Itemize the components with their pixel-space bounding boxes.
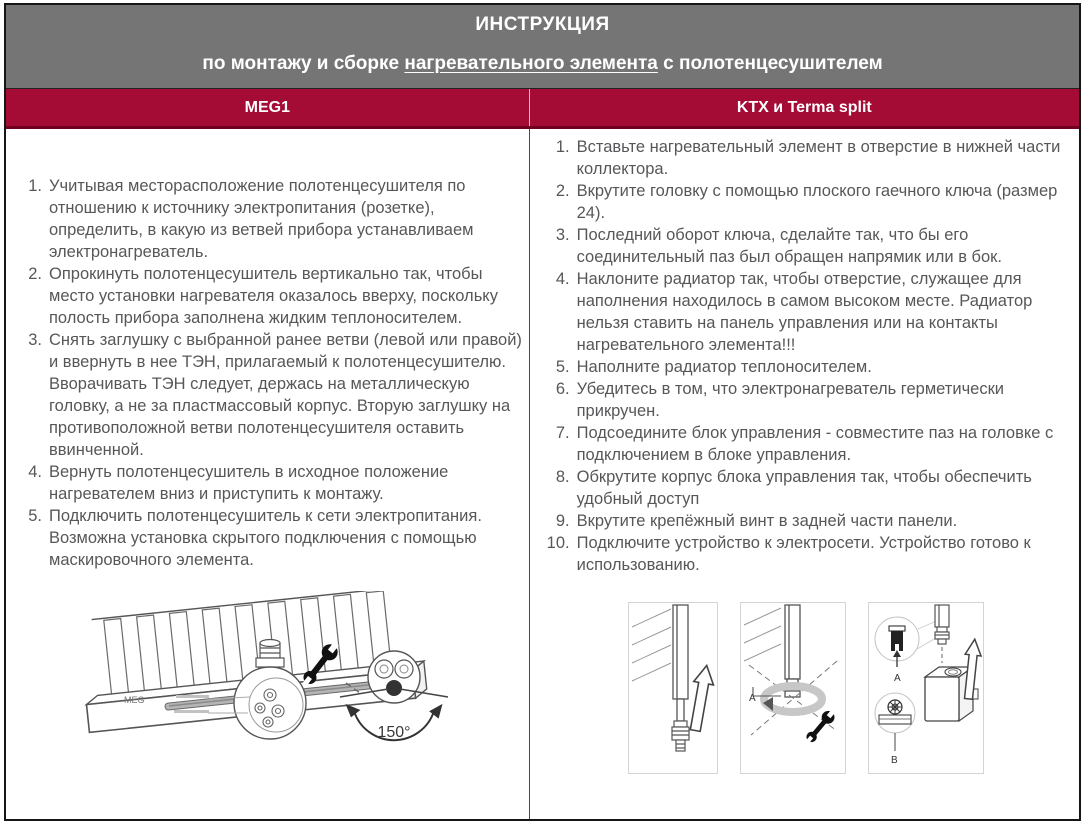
item-text: Наклоните радиатор так, чтобы отверстие, служащее для наполнения находилось в самом высоком месте. Радиатор нельзя ставить на панель управления или на контакты нагревательного элемента!!! [576, 270, 1033, 354]
item-text: Убедитесь в том, что электронагреватель герметически прикручен. [576, 380, 1005, 420]
item-number: 7. [555, 424, 570, 442]
instruction-sheet [4, 3, 1081, 821]
meg-diagram-svg [64, 591, 474, 773]
column-header-ktx: KTX и Terma split [736, 99, 872, 116]
item-text: Подключите устройство к электросети. Устройство готово к использованию. [576, 534, 1031, 574]
list-item [542, 224, 1071, 268]
item-text: Подключить полотенцесушитель к сети электропитания. Возможна установка скрытого подключения с помощью маскировочного элемента. [49, 507, 482, 569]
radiator-label: MEG [124, 695, 145, 705]
item-text: Вкрутите крепёжный винт в задней части панели. [576, 512, 958, 530]
tiny-label-placeholder [174, 710, 209, 713]
column-header-row [6, 89, 1079, 129]
list-item [14, 175, 525, 263]
item-text: Вернуть полотенцесушитель в исходное положение нагревателем вниз и приступить к монтажу. [49, 463, 449, 503]
step-diagram-tighten-head [740, 602, 846, 774]
list-item [14, 263, 525, 329]
rotation-angle-label: 150° [377, 724, 411, 741]
item-text: Вставьте нагревательный элемент в отверстие в нижней части коллектора. [576, 138, 1061, 178]
title-band [6, 5, 1079, 89]
table-body [6, 129, 1079, 819]
ktx-step-diagrams [542, 602, 1071, 774]
subtitle-prefix: по монтажу и сборке [202, 53, 405, 74]
item-number: 3. [28, 331, 42, 349]
list-item [542, 378, 1071, 422]
item-text: Опрокинуть полотенцесушитель вертикально так, чтобы место установки нагревателя оказалось вверху, поскольку полость прибора заполнена жидким теплоносителем. [49, 265, 498, 327]
arrow-up-icon [686, 664, 717, 732]
subtitle-suffix: с полотенцесушителем [657, 53, 883, 74]
item-number: 5. [555, 358, 570, 376]
item-number: 10. [546, 534, 570, 552]
item-number: 2. [28, 265, 42, 283]
list-item [542, 136, 1071, 180]
item-number: 6. [555, 380, 570, 398]
list-item [542, 180, 1071, 224]
list-item [14, 461, 525, 505]
item-number: 1. [28, 177, 42, 195]
item-number: 5. [28, 507, 42, 525]
item-number: 8. [555, 468, 570, 486]
item-text: Снять заглушку с выбранной ранее ветви (левой или правой) и ввернуть в нее ТЭН, прилагаемый к полотенцесушителю. Вворачивать ТЭН следует, держась на металлическую головку, а не за пластмассовый корпус. Вторую заглушку на противоположной ветви полотенцесушителя оставить ввинченной. [49, 331, 522, 459]
list-item [542, 356, 1071, 378]
column-meg1 [6, 129, 530, 819]
page-title: ИНСТРУКЦИЯ [475, 14, 610, 35]
list-item [542, 532, 1071, 576]
list-item [542, 510, 1071, 532]
list-item [542, 422, 1071, 466]
page-subtitle [6, 53, 1079, 75]
column-ktx [530, 129, 1079, 819]
meg-assembly-diagram [14, 591, 525, 773]
item-number: 4. [28, 463, 42, 481]
step-diagram-attach-control-unit [868, 602, 984, 774]
item-text: Наполните радиатор теплоносителем. [576, 358, 872, 376]
list-item [14, 329, 525, 461]
tiny-label-placeholder [176, 695, 209, 698]
step-diagram-insert-element [628, 602, 718, 774]
item-number: 9. [555, 512, 570, 530]
item-number: 3. [555, 226, 570, 244]
item-number: 2. [555, 182, 570, 200]
detail-a-label: A [894, 673, 901, 684]
list-item [542, 466, 1071, 510]
item-text: Подсоедините блок управления - совместите паз на головке с подключением в блоке управления. [576, 424, 1054, 464]
item-number: 4. [555, 270, 570, 288]
detail-b-label: B [891, 755, 898, 766]
item-text: Вкрутите головку с помощью плоского гаечного ключа (размер 24). [576, 182, 1058, 222]
subtitle-underlined: нагревательного элемента [404, 53, 658, 74]
item-number: 1. [555, 138, 570, 156]
item-text: Учитывая месторасположение полотенцесушителя по отношению к источнику электропитания (розетке), определить, в какую из ветвей прибора устанавливаем электронагреватель. [49, 177, 474, 261]
list-item [542, 268, 1071, 356]
heating-element [672, 721, 689, 751]
item-text: Последний оборот ключа, сделайте так, что бы его соединительный паз был обращен напрямик или в бок. [576, 226, 1002, 266]
item-text: Обкрутите корпус блока управления так, чтобы обеспечить удобный доступ [576, 468, 1032, 508]
column-header-meg1: MEG1 [6, 89, 530, 126]
list-item [14, 505, 525, 571]
detail-a-label: A [749, 693, 756, 704]
